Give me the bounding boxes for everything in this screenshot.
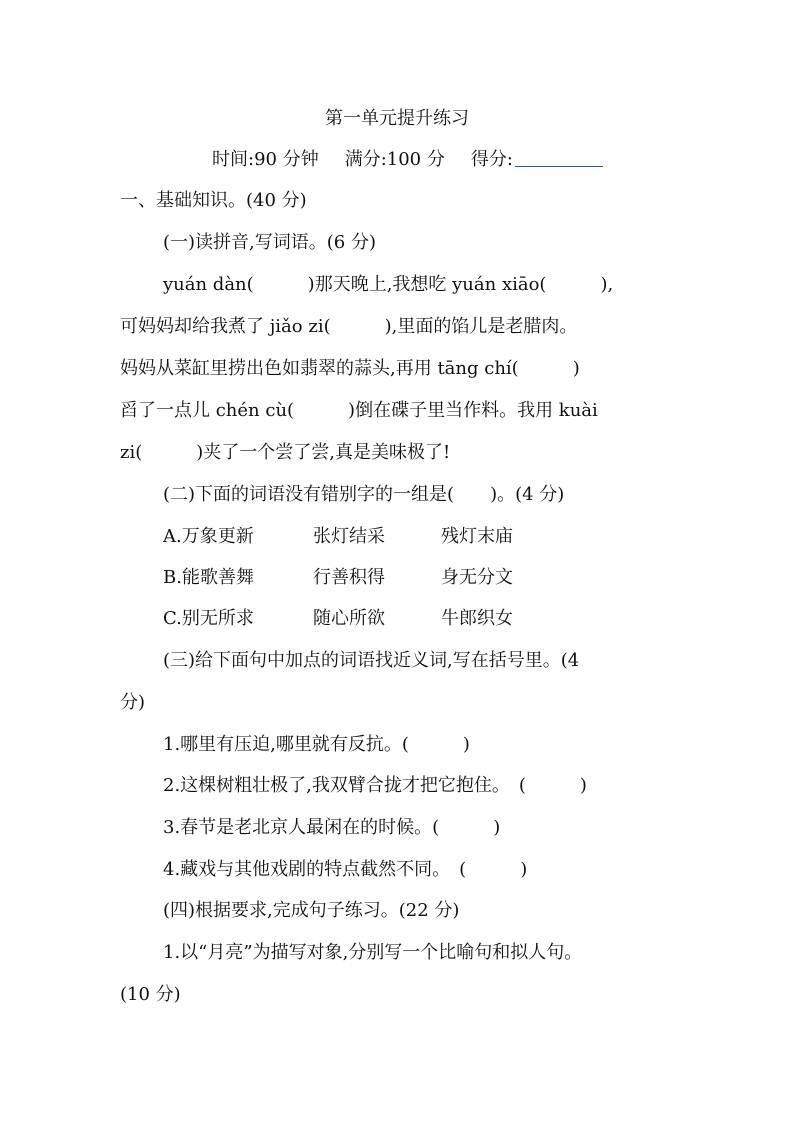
- score-label: 得分:: [470, 149, 513, 170]
- part3-heading-line2: 分): [120, 692, 146, 713]
- option-b-2: 行善积得: [313, 567, 385, 588]
- part4-item1-line2: (10 分): [120, 984, 181, 1005]
- full-score: 满分:100 分: [344, 149, 445, 170]
- section1-heading: 一、基础知识。(40 分): [120, 190, 307, 211]
- part4-item1-line1: 1.以“月亮”为描写对象,分别写一个比喻句和拟人句。: [163, 942, 583, 963]
- part1-line-5: zi( )夹了一个尝了尝,真是美味极了!: [120, 442, 451, 463]
- option-b-3: 身无分文: [441, 567, 513, 588]
- page-title: 第一单元提升练习: [325, 108, 469, 129]
- option-a-3: 残灯末庙: [441, 526, 513, 547]
- part1-line-1: yuán dàn( )那天晚上,我想吃 yuán xiāo( ),: [163, 274, 614, 295]
- option-b-1: B.能歌善舞: [163, 567, 254, 588]
- option-a-2: 张灯结采: [313, 526, 385, 547]
- time-limit: 时间:90 分钟: [212, 149, 319, 170]
- part4-heading: (四)根据要求,完成句子练习。(22 分): [163, 900, 460, 921]
- part1-heading: (一)读拼音,写词语。(6 分): [163, 232, 376, 253]
- part1-line-2: 可妈妈却给我煮了 jiǎo zi( ),里面的馅儿是老腊肉。: [120, 316, 578, 337]
- option-c-3: 牛郎织女: [441, 608, 513, 629]
- part3-item-1: 1.哪里有压迫,哪里就有反抗。( ): [163, 734, 470, 755]
- part2-heading: (二)下面的词语没有错别字的一组是( )。(4 分): [163, 484, 565, 505]
- part3-item-3: 3.春节是老北京人最闲在的时候。( ): [163, 817, 501, 838]
- option-c-2: 随心所欲: [313, 608, 385, 629]
- part3-item-2: 2.这棵树粗壮极了,我双臂合拢才把它抱住。 ( ): [163, 775, 587, 796]
- part3-heading-line1: (三)给下面句中加点的词语找近义词,写在括号里。(4: [163, 650, 580, 671]
- option-c-1: C.别无所求: [163, 608, 254, 629]
- exam-info: [212, 146, 603, 173]
- part1-line-4: 舀了一点儿 chén cù( )倒在碟子里当作料。我用 kuài: [120, 400, 598, 421]
- part1-line-3: 妈妈从菜缸里捞出色如翡翠的蒜头,再用 tāng chí( ): [120, 358, 580, 379]
- score-blank[interactable]: [515, 146, 603, 167]
- option-a-1: A.万象更新: [163, 526, 254, 547]
- part3-item-4: 4.藏戏与其他戏剧的特点截然不同。 ( ): [163, 859, 528, 880]
